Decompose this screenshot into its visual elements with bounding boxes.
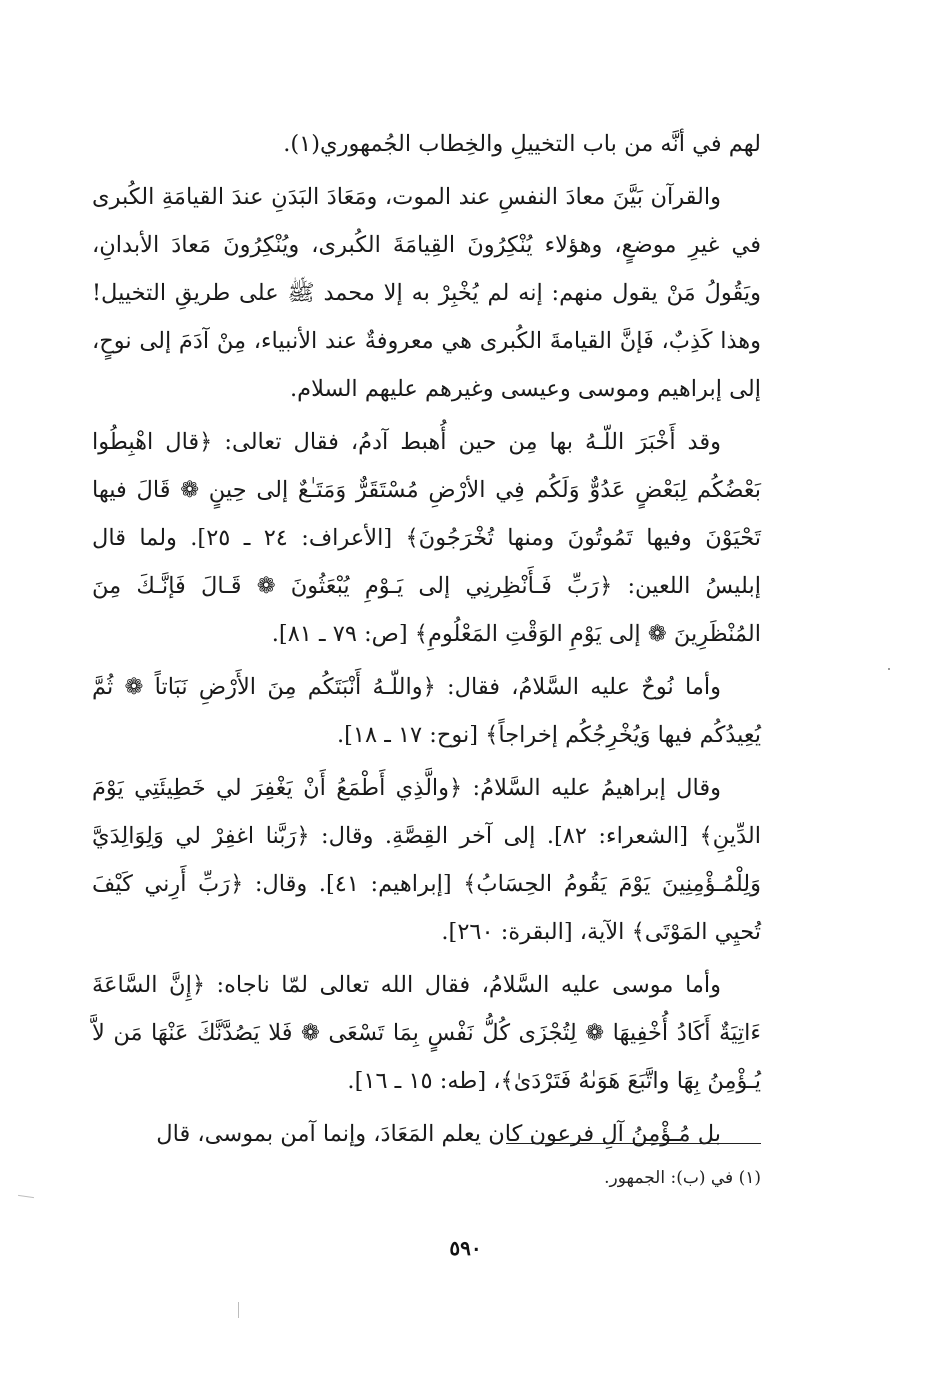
footnote: (١) في (ب): الجمهور. <box>604 1168 761 1188</box>
page-number: ٥٩٠ <box>449 1236 482 1260</box>
paragraph-3: وقد أَخْبَرَ اللّـهُ بها مِن حين أُهبط آدمُ، فقال تعالى: ﴿قال اهْبِطُوا بَعْضُكُم لِبَعْضٍ عَدُوٌّ وَلَكُم فِي الأرْضِ مُسْتَقَرٌّ وَمَتَـٰعٌ إلى حِينٍ ❁ قَالَ فيها تَحْيَوْنَ وفيها تَمُوتُونَ ومنها تُخْرَجُونَ﴾ [الأعراف: ٢٤ ـ ٢٥]. ولما قال إبليسُ اللعين: ﴿رَبِّ فَـأَنْظِرنِي إلى يَـوْمِ يُبْعَثُونَ ❁ قَـالَ فَإنَّـكَ مِنَ المُنْظَرِينَ ❁ إلى يَوْمِ الوَقْتِ المَعْلُومِ﴾ [ص: ٧٩ ـ ٨١]. <box>92 429 761 647</box>
paragraph-5: وقال إبراهيمُ عليه السَّلامُ: ﴿والَّذِي أَطْمَعُ أَنْ يَغْفِرَ لي خَطِيئَتِي يَوْمَ الدِّينِ﴾ [الشعراء: ٨٢]. إلى آخر القِصَّةِ. وقال: ﴿رَبَّنا اغفِرْ لي وَلِوَالِدَيَّ وَلِلْمُـؤْمِنِينَ يَوْمَ يَقُومُ الحِسَابُ﴾ [إبراهيم: ٤١]. وقال: ﴿رَبِّ أَرِني كَيْفَ تُحيِي المَوْتَى﴾ الآية، [البقرة: ٢٦٠]. <box>92 775 761 945</box>
scan-speck <box>888 668 890 670</box>
paragraph-1: لهم في أنَّه من باب التخييلِ والخِطاب الجُمهوري(١). <box>283 131 761 157</box>
paragraph-6: وأما موسى عليه السَّلامُ، فقال الله تعالى لمّا ناجاه: ﴿إِنَّ السَّاعَةَ ءَاتِيَةٌ أَكَادُ أُخْفِيهَا ❁ لِتُجْزَى كُلُّ نَفْسٍ بِمَا تَسْعَى ❁ فَلا يَصُدَّنَّكَ عَنْهَا مَن لاَّ يُـؤْمِنُ بِهَا واتَّبَعَ هَوَىٰهُ فَتَرْدَىٰ﴾، [طه: ١٥ ـ ١٦]. <box>92 972 761 1094</box>
scan-speck <box>18 1195 34 1198</box>
paragraph-2: والقرآن بَيَّنَ معادَ النفسِ عند الموت، ومَعَادَ البَدَنِ عندَ القيامَةِ الكُبرى في غيرِ موضعٍ، وهؤلاء يُنْكِرُونَ القِيامَةَ الكُبرى، ويُنْكِرُونَ مَعادَ الأبدانِ، ويَقُولُ مَنْ يقول منهم: إنه لم يُخْبِرْ به إلا محمد ﷺ على طريقِ التخييل! وهذا كَذِبٌ، فَإنَّ القيامةَ الكُبرى هي معروفةٌ عند الأنبياء، مِنْ آدَمَ إلى نوحٍ، إلى إبراهيم وموسى وعيسى وغيرهم عليهم السلام. <box>92 184 761 402</box>
footnote-divider <box>506 1143 761 1144</box>
scan-speck <box>238 1302 239 1318</box>
paragraph-4: وأما نُوحٌ عليه السَّلامُ، فقال: ﴿واللّـهُ أَنْبَتَكُم مِنَ الأَرْضِ نَبَاتاً ❁ ثُمَّ يُعِيدُكُم فيها وَيُخْرِجُكُم إخراجاً﴾ [نوح: ١٧ ـ ١٨]. <box>92 674 761 748</box>
main-text <box>92 120 761 1163</box>
paragraph-7: بل مُـؤْمِنُ آلِ فرعون كان يعلم المَعَادَ، وإنما آمن بموسى، قال <box>156 1121 721 1147</box>
